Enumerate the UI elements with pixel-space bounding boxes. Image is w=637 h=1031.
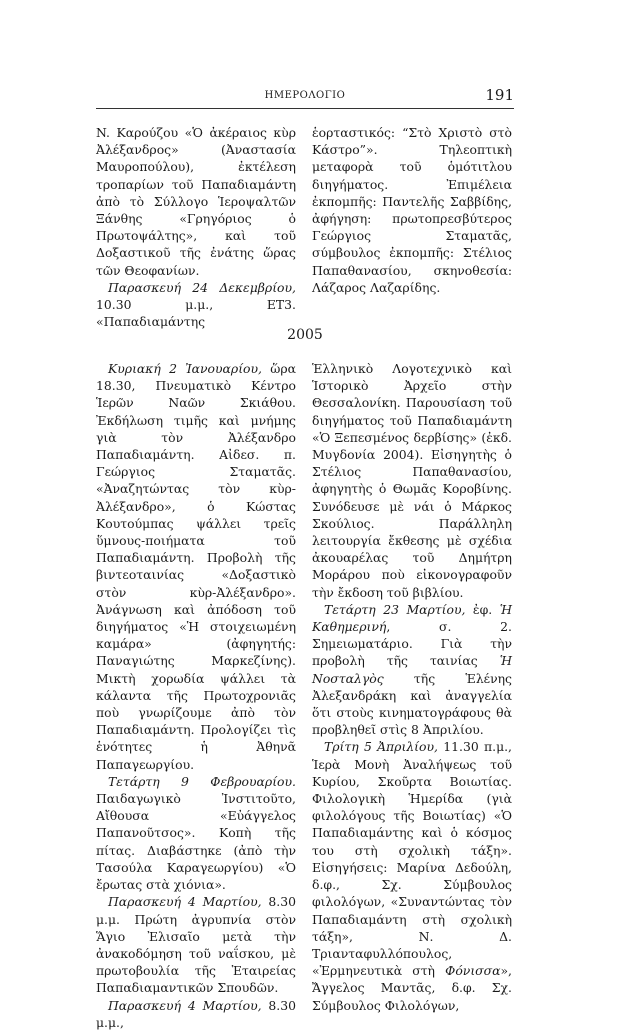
diary-entry: Κυριακή 2 Ἰανουαρίου, ὥρα 18.30, Πνευματικὸ Κέντρο Ἱερῶν Ναῶν Σκιάθου. Ἐκδήλωση τιμῆς καὶ μνήμης γιὰ τὸν Ἀλέξανδρο Παπαδιαμάντη. Αἰδεσ. π. Γεώργιος Σταματᾶς. «Ἀναζητώντας τὸν κὺρ-Ἀλέξανδρο», ὁ Κώστας Κουτούμπας ψάλλει τρεῖς ὕμνους-ποιήματα τοῦ Παπαδιαμάντη. Προβολὴ τῆς βιντεοταινίας «Δοξαστικὸ στὸν κὺρ-Ἀλέξανδρο». Ἀνάγνωση καὶ ἀπόδοση τοῦ διηγήματος «Ἡ στοιχειωμένη καμάρα» (ἀφηγητής: Παναγιώτης Μαρκεζίνης). Μικτὴ χορωδία ψάλλει τὰ κάλαντα τῆς Πρωτοχρονιᾶς ποὺ γνωρίζουμε ἀπὸ τὸν Παπαδιαμάντη. Προλογίζει τὶς ἑνότητες ἡ Ἀθηνᾶ Παπαγεωργίου. — [96, 361, 296, 772]
diary-entry: Παρασκευή 24 Δεκεμβρίου, 10.30 μ.μ., ΕΤ3. «Παπαδιαμάντης — [96, 279, 296, 330]
left-column — [96, 360, 296, 1031]
entry-date: Κυριακή 2 Ἰανουαρίου, — [108, 361, 262, 376]
continued-paragraph: Ἑλληνικὸ Λογοτεχνικὸ καὶ Ἱστορικὸ Ἀρχεῖο στὴν Θεσσαλονίκη. Παρουσίαση τοῦ διηγήματος τοῦ Παπαδιαμάντη «Ὁ Ξεπεσμένος δερβίσης» (ἐκδ. Μυγδονία 2004). Εἰσηγητὴς ὁ Στέλιος Παπαθανασίου, ἀφηγητὴς ὁ Θωμᾶς Κοροβίνης. Συνόδευσε μὲ νάι ὁ Μάρκος Σκούλιος. Παράλληλη λειτουργία ἔκθεσης μὲ σχέδια ἀκουαρέλας τοῦ Δημήτρη Μοράρου ποὺ εἰκονογραφοῦν τὴν ἔκδοση τοῦ βιβλίου. — [312, 361, 512, 600]
continued-paragraph: ἑορταστικός: “Στὸ Χριστὸ στὸ Κάστρο”». Τηλεοπτικὴ μεταφορὰ τοῦ ὁμότιτλου διηγήματος. Ἐπιμέλεια ἐκπομπῆς: Παντελῆς Σαββίδης, ἀφήγηση: πρωτοπρεσβύτερος Γεώργιος Σταματᾶς, σύμβουλος ἐκπομπῆς: Στέλιος Παπαθανασίου, σκηνοθεσία: Λάζαρος Λαζαρίδης. — [312, 125, 512, 295]
continued-paragraph: N. Καρούζου «Ὁ ἀκέραιος κὺρ Ἀλέξανδρος» (Ἀναστασία Μαυροπούλου), ἐκτέλεση τροπαρίων τοῦ Παπαδιαμάντη ἀπὸ τὸ Σύλλογο Ἱεροψαλτῶν Ξάνθης «Γρηγόριος ὁ Πρωτοψάλτης», καὶ τοῦ Δοξαστικοῦ τῆς ἐνάτης ὥρας τῶν Θεοφανίων. — [96, 125, 296, 278]
page-header — [96, 86, 514, 109]
entry-date: Τρίτη 5 Ἀπριλίου, — [324, 739, 438, 755]
film-title: Ἡ Νοσταλγὸς — [312, 653, 512, 686]
diary-entry: Παρασκευή 4 Μαρτίου, 8.30 μ.μ., — [96, 997, 296, 1030]
running-head: ΗΜΕΡΟΛΟΓΙΟ — [264, 90, 346, 101]
right-column — [312, 360, 512, 1014]
page-number: 191 — [485, 86, 514, 104]
entry-date: Παρασκευή 4 Μαρτίου, — [108, 894, 262, 910]
entry-date: Παρασκευή 24 Δεκεμβρίου, — [108, 279, 296, 295]
diary-entry: Τετάρτη 23 Μαρτίου, ἐφ. Ἡ Καθημερινή, σ. 2. Σημειωματάριο. Γιὰ τὴν προβολὴ τῆς ταινίας Ἡ Νοσταλγὸς τῆς Ἑλένης Ἀλεξανδράκη καὶ ἀναγγελία ὅτι στοὺς κινηματογράφους θὰ προβληθεῖ στὶς 8 Ἀπριλίου. — [312, 601, 512, 738]
newspaper-title: Ἡ Καθημερινή — [312, 601, 512, 635]
entry-date: Τετάρτη 9 Φεβρουαρίου. — [108, 773, 296, 789]
entry-date: Τετάρτη 23 Μαρτίου, — [324, 601, 466, 617]
year-heading: 2005 — [287, 327, 323, 343]
diary-entry: Τρίτη 5 Ἀπριλίου, 11.30 π.μ., Ἱερὰ Μονὴ Ἀναλήψεως τοῦ Κυρίου, Σκοῦρτα Βοιωτίας. Φιλολογικὴ Ἡμερίδα (γιὰ φιλολόγους τῆς Βοιωτίας) «Ὁ Παπαδιαμάντης καὶ ὁ κόσμος του στὴ σχολικὴ τάξη». Εἰσηγήσεις: Μαρίνα Δεδούλη, δ.φ., Σχ. Σύμβουλος φιλολόγων, «Συναντώντας τὸν Παπαδιαμάντη στὴ σχολικὴ τάξη», Ν. Δ. Τριανταφυλλόπουλος, «Ἑρμηνευτικὰ στὴ Φόνισσα», Ἄγγελος Μαντᾶς, δ.φ. Σχ. Σύμβουλος Φιλολόγων, — [312, 739, 512, 1013]
diary-entry: Παρασκευή 4 Μαρτίου, 8.30 μ.μ. Πρώτη ἀγρυπνία στὸν Ἅγιο Ἐλισαῖο μετὰ τὴν ἀνακοδόμηση τοῦ ναΐσκου, μὲ πρωτοβουλία τῆς Ἑταιρείας Παπαδιαμαντικῶν Σπουδῶν. — [96, 894, 296, 996]
diary-entry: Τετάρτη 9 Φεβρουαρίου. Παιδαγωγικὸ Ἰνστιτοῦτο, Αἴθουσα «Εὐάγγελος Παπανοῦτσος». Κοπὴ τῆς πίτας. Διαβάστηκε (ἀπὸ τὴν Τασούλα Καραγεωργίου) «Ὁ ἔρωτας στὰ χιόνια». — [96, 773, 296, 893]
top-right-column — [312, 124, 512, 296]
top-left-column — [96, 124, 296, 330]
entry-date: Παρασκευή 4 Μαρτίου, — [108, 997, 262, 1013]
work-title: Φόνισσα — [445, 963, 501, 979]
